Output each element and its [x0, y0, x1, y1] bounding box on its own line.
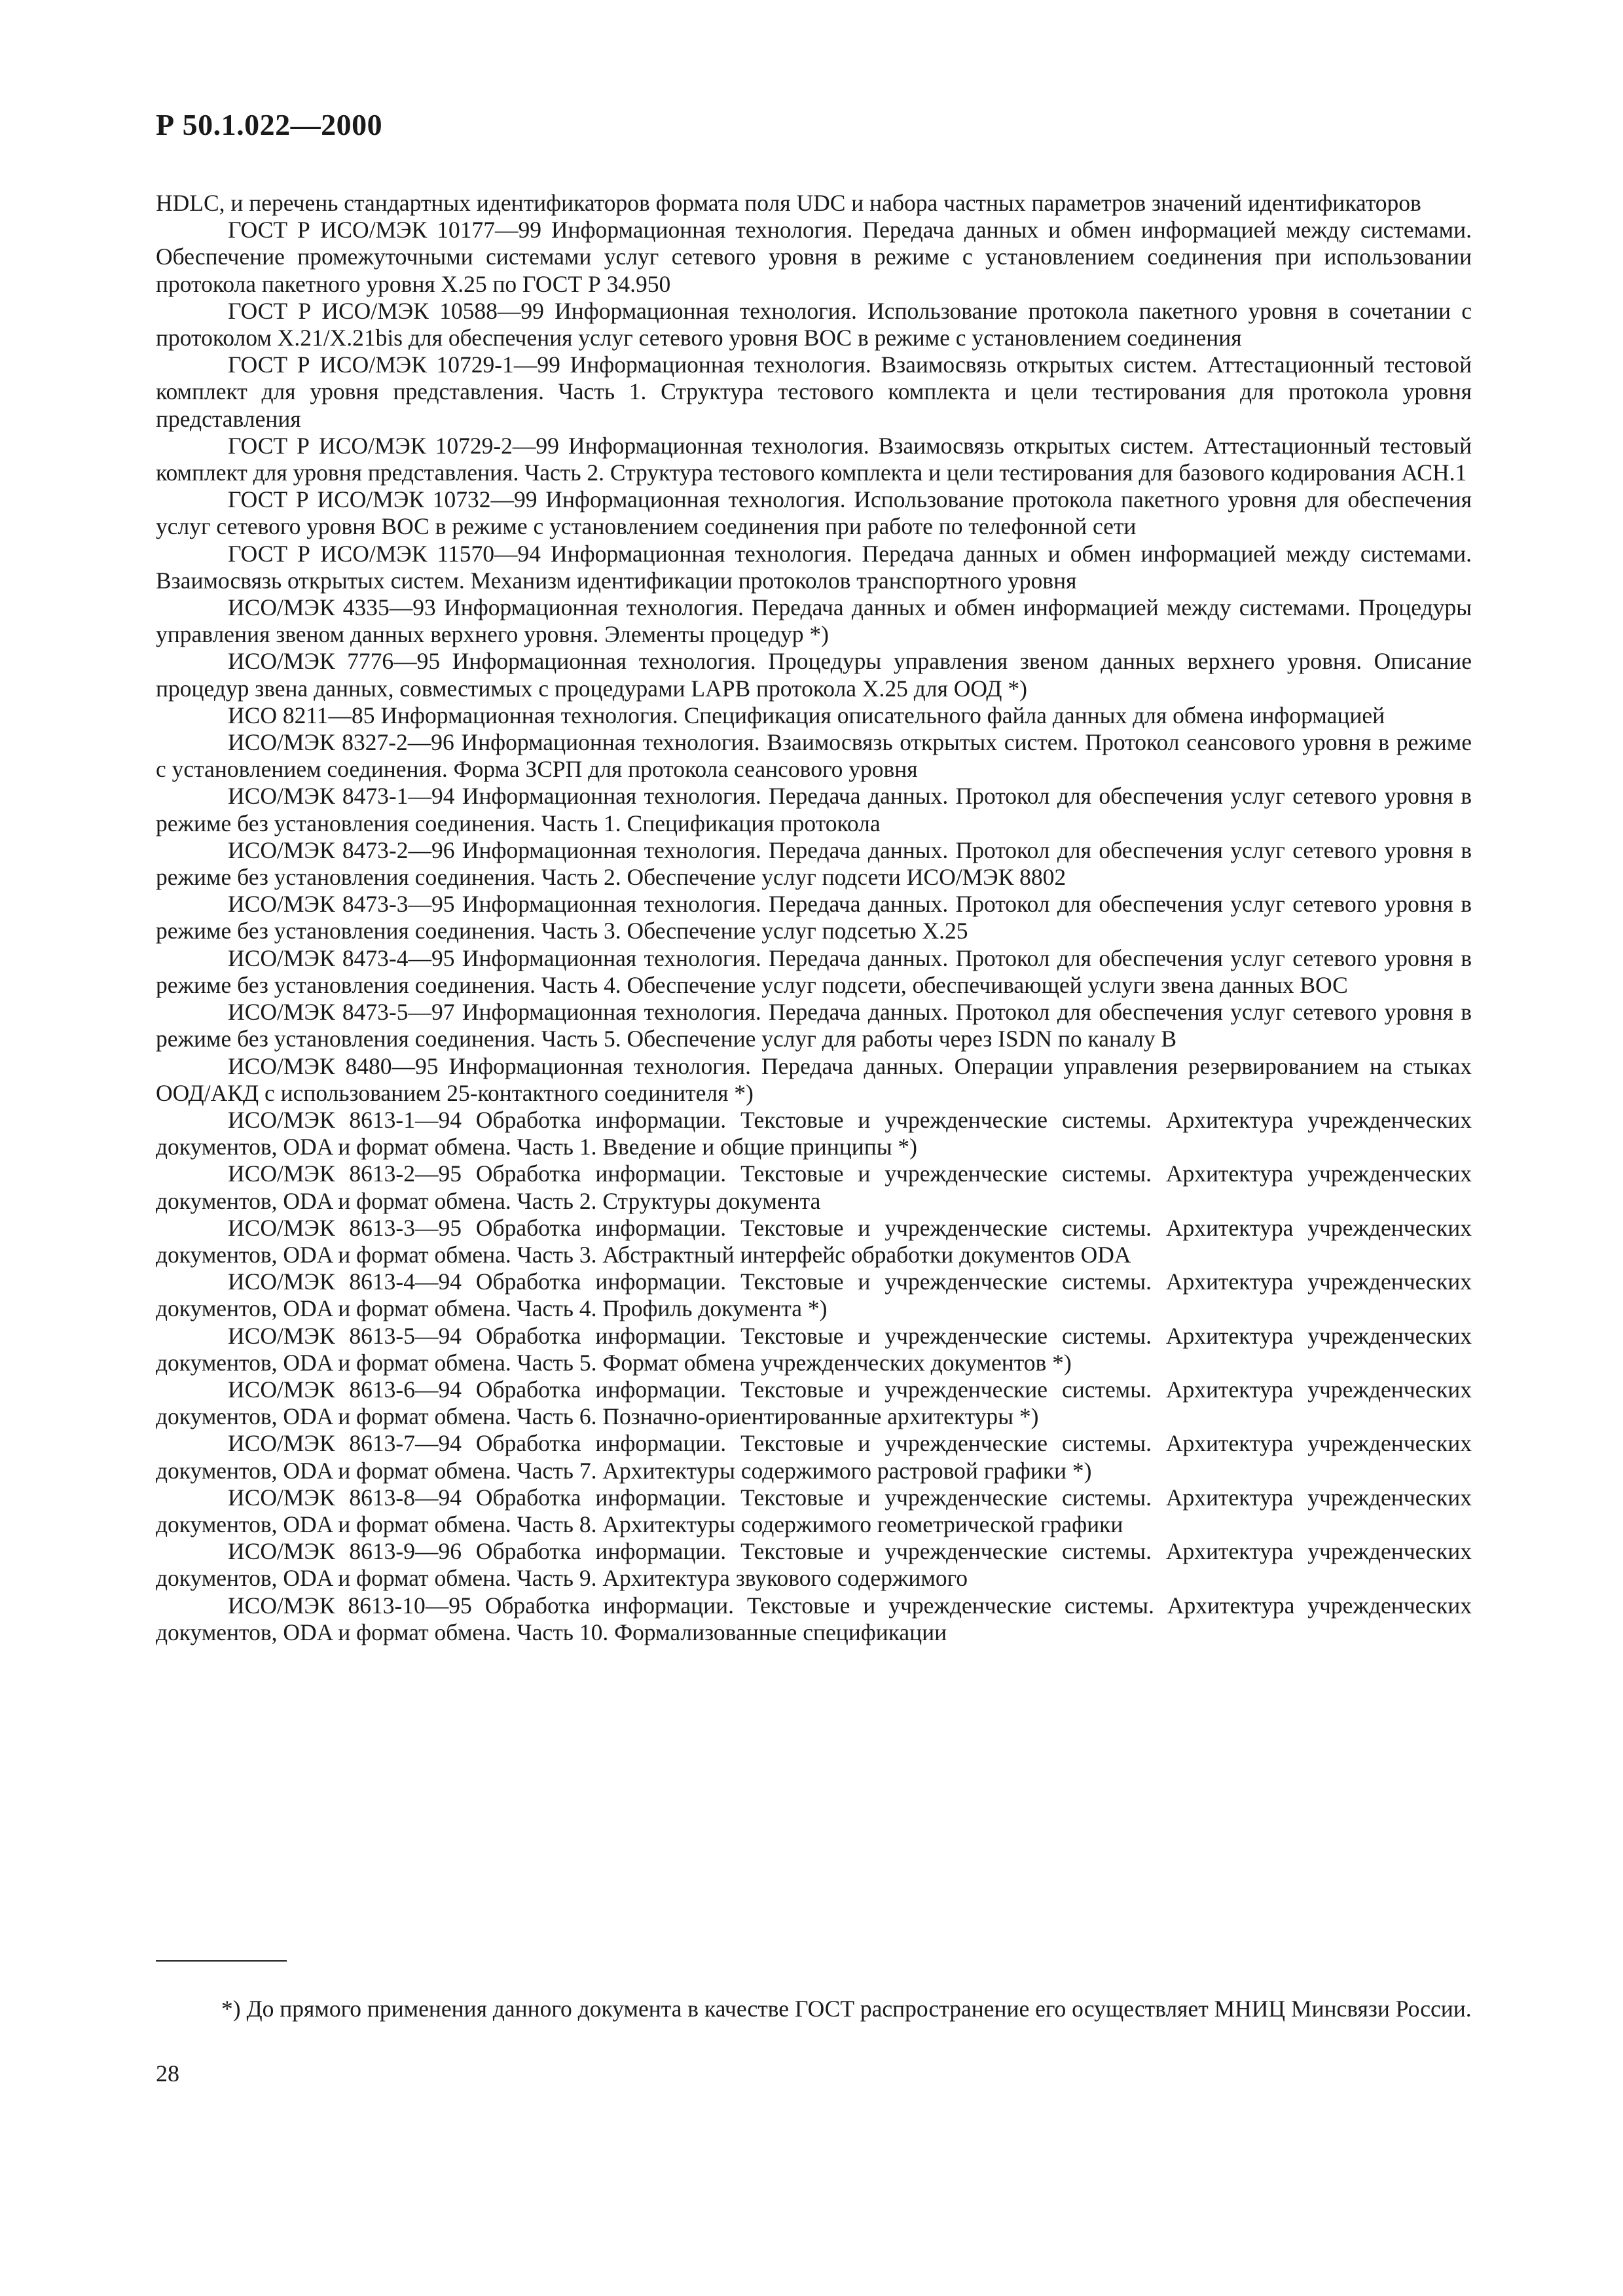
reference-entry: ИСО/МЭК 8613-5—94 Обработка информации. Текстовые и учрежденческие системы. Архитектура учрежденческих документов, ODA и формат обмена. Часть 5. Формат обмена учрежденческих документов *) [156, 1322, 1472, 1376]
reference-entry: ИСО/МЭК 8613-4—94 Обработка информации. Текстовые и учрежденческие системы. Архитектура учрежденческих документов, ODA и формат обмена. Часть 4. Профиль документа *) [156, 1268, 1472, 1322]
reference-entry: ГОСТ Р ИСО/МЭК 10732—99 Информационная технология. Использование протокола пакетного уровня для обеспечения услуг сетевого уровня ВОС в режиме с установлением соединения при работе по телефонной сети [156, 486, 1472, 540]
reference-entry: ИСО/МЭК 7776—95 Информационная технология. Процедуры управления звеном данных верхнего уровня. Описание процедур звена данных, совместимых с процедурами LAPB протокола X.25 для ООД *) [156, 648, 1472, 702]
reference-entry: ГОСТ Р ИСО/МЭК 10177—99 Информационная технология. Передача данных и обмен информацией между системами. Обеспечение промежуточными системами услуг сетевого уровня в режиме с установлением соединения при использовании протокола пакетного уровня X.25 по ГОСТ Р 34.950 [156, 217, 1472, 297]
reference-entry: ИСО/МЭК 8613-7—94 Обработка информации. Текстовые и учрежденческие системы. Архитектура учрежденческих документов, ODA и формат обмена. Часть 7. Архитектуры содержимого растровой графики *) [156, 1430, 1472, 1484]
reference-entry: ИСО 8211—85 Информационная технология. Спецификация описательного файла данных для обмена информацией [228, 702, 1385, 728]
document-code-header: Р 50.1.022—2000 [156, 108, 383, 141]
reference-entry: ИСО/МЭК 8613-1—94 Обработка информации. Текстовые и учрежденческие системы. Архитектура учрежденческих документов, ODA и формат обмена. Часть 1. Введение и общие принципы *) [156, 1106, 1472, 1160]
reference-entry: ГОСТ Р ИСО/МЭК 10729-1—99 Информационная технология. Взаимосвязь открытых систем. Аттестационный тестовой комплект для уровня представления. Часть 1. Структура тестового комплекта и цели тестирования для протокола уровня представления [156, 351, 1472, 432]
reference-entry: ИСО/МЭК 8613-9—96 Обработка информации. Текстовые и учрежденческие системы. Архитектура учрежденческих документов, ODA и формат обмена. Часть 9. Архитектура звукового содержимого [156, 1538, 1472, 1592]
reference-entry: ГОСТ Р ИСО/МЭК 11570—94 Информационная технология. Передача данных и обмен информацией между системами. Взаимосвязь открытых систем. Механизм идентификации протоколов транспортного уровня [156, 540, 1472, 594]
footnote: *) До прямого применения данного документа в качестве ГОСТ распространение его осуществляет МНИЦ Минсвязи России. [221, 1995, 1472, 2022]
reference-entry: ГОСТ Р ИСО/МЭК 10588—99 Информационная технология. Использование протокола пакетного уровня в сочетании с протоколом X.21/X.21bis для обеспечения услуг сетевого уровня ВОС в режиме с установлением соединения [156, 297, 1472, 351]
reference-entry: ИСО/МЭК 8613-6—94 Обработка информации. Текстовые и учрежденческие системы. Архитектура учрежденческих документов, ODA и формат обмена. Часть 6. Позначно-ориентированные архитектуры *) [156, 1376, 1472, 1430]
page-number: 28 [156, 2060, 179, 2087]
reference-list [156, 190, 1472, 1646]
reference-entry: ИСО/МЭК 8613-10—95 Обработка информации. Текстовые и учрежденческие системы. Архитектура учрежденческих документов, ODA и формат обмена. Часть 10. Формализованные спецификации [156, 1592, 1472, 1645]
reference-entry: ИСО/МЭК 8473-4—95 Информационная технология. Передача данных. Протокол для обеспечения услуг сетевого уровня в режиме без установления соединения. Часть 4. Обеспечение услуг подсети, обеспечивающей услуги звена данных ВОС [156, 944, 1472, 998]
reference-entry: ИСО/МЭК 8473-2—96 Информационная технология. Передача данных. Протокол для обеспечения услуг сетевого уровня в режиме без установления соединения. Часть 2. Обеспечение услуг подсети ИСО/МЭК 8802 [156, 836, 1472, 891]
reference-entry: ИСО/МЭК 8613-3—95 Обработка информации. Текстовые и учрежденческие системы. Архитектура учрежденческих документов, ODA и формат обмена. Часть 3. Абстрактный интерфейс обработки документов ODA [156, 1214, 1472, 1268]
reference-entry: ИСО/МЭК 8613-2—95 Обработка информации. Текстовые и учрежденческие системы. Архитектура учрежденческих документов, ODA и формат обмена. Часть 2. Структуры документа [156, 1160, 1472, 1214]
reference-entry: ИСО/МЭК 4335—93 Информационная технология. Передача данных и обмен информацией между системами. Процедуры управления звеном данных верхнего уровня. Элементы процедур *) [156, 594, 1472, 648]
reference-entry: ИСО/МЭК 8473-1—94 Информационная технология. Передача данных. Протокол для обеспечения услуг сетевого уровня в режиме без установления соединения. Часть 1. Спецификация протокола [156, 783, 1472, 836]
reference-entry: ИСО/МЭК 8473-5—97 Информационная технология. Передача данных. Протокол для обеспечения услуг сетевого уровня в режиме без установления соединения. Часть 5. Обеспечение услуг для работы через ISDN по каналу B [156, 999, 1472, 1052]
reference-entry: ИСО/МЭК 8480—95 Информационная технология. Передача данных. Операции управления резервированием на стыках ООД/АКД с использованием 25-контактного соединителя *) [156, 1052, 1472, 1106]
reference-entry: ИСО/МЭК 8473-3—95 Информационная технология. Передача данных. Протокол для обеспечения услуг сетевого уровня в режиме без установления соединения. Часть 3. Обеспечение услуг подсетью X.25 [156, 891, 1472, 944]
reference-entry: HDLC, и перечень стандартных идентификаторов формата поля UDC и набора частных параметров значений идентификаторов [156, 190, 1421, 216]
reference-entry: ГОСТ Р ИСО/МЭК 10729-2—99 Информационная технология. Взаимосвязь открытых систем. Аттестационный тестовый комплект для уровня представления. Часть 2. Структура тестового комплекта и цели тестирования для базового кодирования АСН.1 [156, 432, 1472, 486]
reference-entry: ИСО/МЭК 8327-2—96 Информационная технология. Взаимосвязь открытых систем. Протокол сеансового уровня в режиме с установлением соединения. Форма ЗСРП для протокола сеансового уровня [156, 729, 1472, 783]
footnote-separator [156, 1960, 287, 1962]
reference-entry: ИСО/МЭК 8613-8—94 Обработка информации. Текстовые и учрежденческие системы. Архитектура учрежденческих документов, ODA и формат обмена. Часть 8. Архитектуры содержимого геометрической графики [156, 1484, 1472, 1537]
